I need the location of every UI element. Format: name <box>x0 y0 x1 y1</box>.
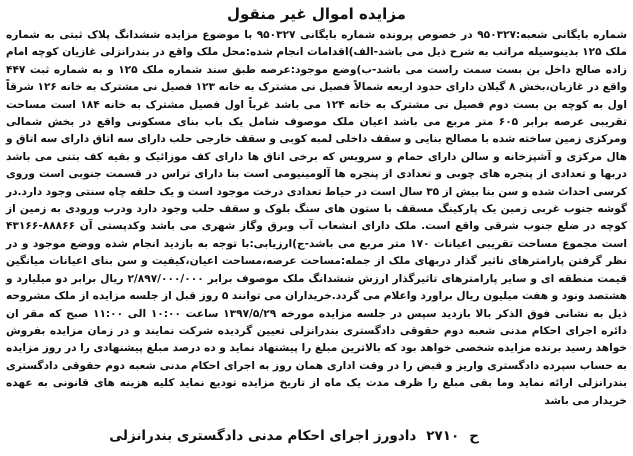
notice-body: شماره بایگانی شعبه:۹۵۰۳۲۷ در خصوص پرونده شماره بایگانی ۹۵۰۳۲۷ با موضوع مزایده ششدانگ پلاک ثبتی به شماره ملک ۱۲۵ بدینوسیله مراتب به شرح ذیل می باشد-الف)اقدامات انجام شده:محل ملک واقع در بندرانزلی غازیان کوچه امام زاده صالح داخل بن بست سمت راست می باشد-ب)وضع موجود:عرصه طبق سند شماره ملک ۱۲۵ و به شماره ثبت ۴۴۷ واقع در غازیان،بخش ۸ گیلان دارای حدود اربعه شمالاً فصیل نی مشترک به خانه ۱۲۳ فصیل نی مشترک به خانه ۱۲۶ شرقاً اول به کوچه بن بست دوم فصیل نی مشترک به خانه ۱۲۴ می باشد غرباً اول فصیل مشترک به خانه ۱۸۴ است مساحت تقریبی عرصه برابر ۶۰۵ متر مربع می باشد اعیان ملک موصوف شامل یک باب بنای مسکونی واقع در بخش شمالی ومرکزی زمین ساخته شده با مصالح بنایی و سقف داخلی لمبه کوبی و سقف خارجی حلب دارای سه اتاق دارای سه اتاق و هال مرکزی و آشپزخانه و سالن دارای حمام و سرویس که برخی اتاق ها دارای کف موزائیک و بقیه کف بتنی می باشد دربها و تعدادی از پنجره های چوبی و تعدادی از پنجره ها آلومینیومی است بنا دارای تراس در قسمت جنوبی است وروی کرسی احداث شده و سن بنا بیش از ۳۵ سال است در حیاط تعدادی درخت موجود است و یک حلقه چاه سنتی وجود دارد.در گوشه جنوب غربی زمین یک پارکینگ مسقف با ستون های سنگ بلوک و سقف حلب وجود دارد ودرب ورودی به زمین از کوچه در ضلع جنوب شرقی واقع است. ملک دارای انشعاب آب وبرق وگاز شهری می باشد وکدپستی آن ۸۸۸۶۶-۴۳۱۶۶ است مجموع مساحت تقریبی اعیانات ۱۷۰ متر مربع می باشد-ج)ارزیابی:با توجه به بازدید انجام شده ووضع موجود و در نظر گرفتن پارامترهای تاثیر گذار دربهای ملک از جمله:مساحت عرصه،مساحت اعیان،کیفیت و سن بنای اعیانات میانگین قیمت منطقه ای و سایر پارامترهای تاثیرگذار ارزش ششدانگ ملک موصوف برابر ۲/۸۹۷/۰۰۰/۰۰۰ ریال برابر دو میلیارد و هشتصد ونود و هفت میلیون ریال براورد واعلام می گردد.خریداران می توانند ۵ روز قبل از جلسه مزایده از ملک مشروحه ذیل به نشانی فوق الذکر بالا بازدید سپس در جلسه مزایده مورخه ۱۳۹۷/۵/۲۹ ساعت ۱۰:۰۰ الی ۱۱:۰۰ صبح که مقر ان دائره اجرای احکام مدنی شعبه دوم حقوقی دادگستری بندرانزلی تعیین گردیده شرکت نمایند و در زمان مزایده بفروش خواهد رسید برنده مزایده شخصی خواهد بود که بالاترین مبلغ را پیشنهاد نماید و ده درصد مبلغ پیشنهادی را در روز مزایده به حساب سپرده دادگستری واریز و قبض را در وقت اداری همان روز به اجرای احکام مدنی شعبه دوم حقوقی دادگستری بندرانزلی ارائه نماید وما بقی مبلغ را ظرف مدت یک ماه از تاریخ مزایده تودیع نماید کلیه هزینه های قانونی به عهده خریدار می باشد <box>6 29 628 407</box>
notice-footer <box>109 426 479 446</box>
notice-title: مزایده اموال غیر منقول <box>227 5 406 23</box>
footer-signature: دادورز اجرای احکام مدنی دادگستری بندرانزلی <box>109 428 417 444</box>
footer-code: ۲۷۱۰ <box>426 428 460 444</box>
footer-prefix: ح <box>469 428 479 444</box>
auction-notice <box>4 4 629 448</box>
